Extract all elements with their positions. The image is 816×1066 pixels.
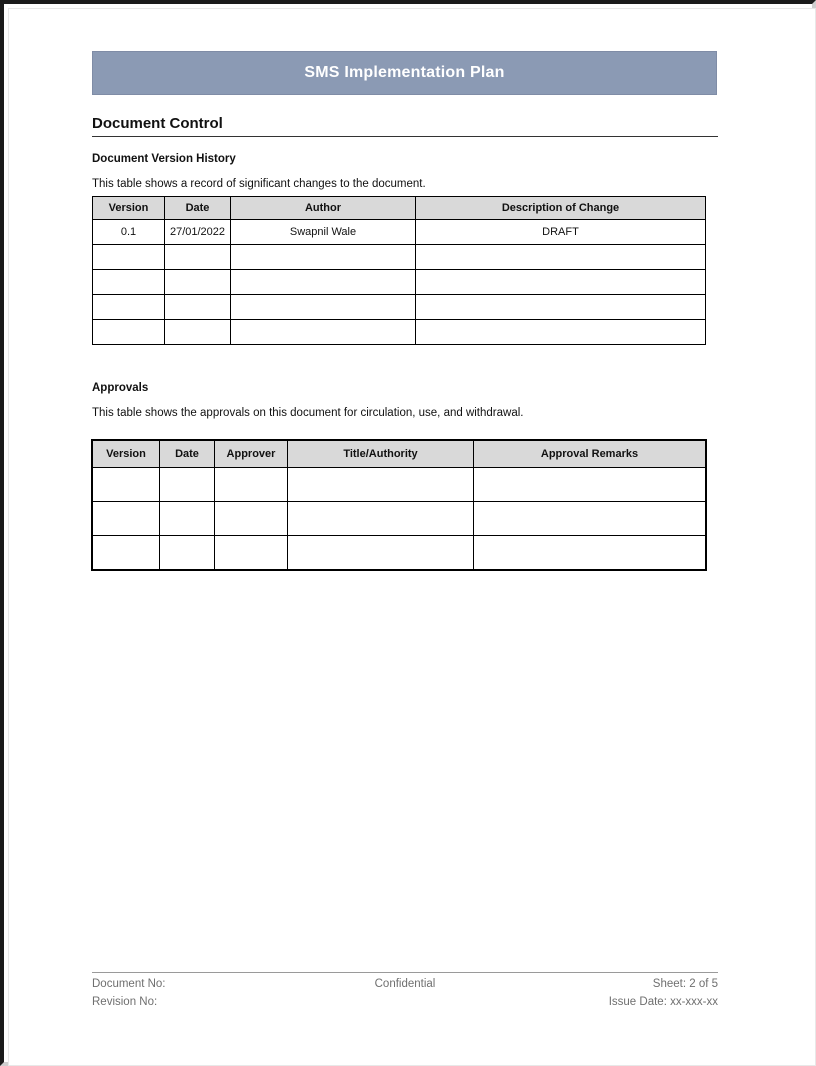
table-row bbox=[93, 320, 706, 345]
cell-remarks[interactable] bbox=[474, 468, 706, 502]
cell-author[interactable]: Swapnil Wale bbox=[231, 220, 416, 245]
cell-approver[interactable] bbox=[215, 468, 288, 502]
version-history-description: This table shows a record of significant changes to the document. bbox=[92, 178, 426, 190]
table-header-row bbox=[93, 197, 706, 220]
footer-confidential: Confidential bbox=[374, 978, 436, 990]
cell-approver[interactable] bbox=[215, 502, 288, 536]
cell-description[interactable] bbox=[416, 245, 706, 270]
cell-date[interactable]: 27/01/2022 bbox=[165, 220, 231, 245]
cell-author[interactable] bbox=[231, 270, 416, 295]
cell-author[interactable] bbox=[231, 245, 416, 270]
column-header-version: Version bbox=[93, 441, 160, 468]
cell-approver[interactable] bbox=[215, 536, 288, 570]
column-header-date: Date bbox=[165, 197, 231, 220]
cell-date[interactable] bbox=[165, 320, 231, 345]
table-row bbox=[93, 502, 706, 536]
cell-version[interactable] bbox=[93, 536, 160, 570]
table-row bbox=[93, 220, 706, 245]
table-row bbox=[93, 536, 706, 570]
column-header-date: Date bbox=[160, 441, 215, 468]
footer-row-top bbox=[92, 978, 718, 996]
cell-author[interactable] bbox=[231, 320, 416, 345]
cell-version[interactable] bbox=[93, 320, 165, 345]
cell-date[interactable] bbox=[160, 468, 215, 502]
cell-title[interactable] bbox=[288, 468, 474, 502]
footer-revision-no: Revision No: bbox=[92, 996, 158, 1008]
cell-title[interactable] bbox=[288, 536, 474, 570]
cell-date[interactable] bbox=[160, 536, 215, 570]
column-header-version: Version bbox=[93, 197, 165, 220]
cell-description[interactable] bbox=[416, 270, 706, 295]
cell-version[interactable] bbox=[93, 270, 165, 295]
cell-date[interactable] bbox=[165, 295, 231, 320]
column-header-approver: Approver bbox=[215, 441, 288, 468]
page-footer bbox=[92, 972, 718, 1014]
approvals-table bbox=[92, 440, 706, 570]
cell-date[interactable] bbox=[165, 245, 231, 270]
document-title: SMS Implementation Plan bbox=[304, 64, 505, 81]
column-header-title: Title/Authority bbox=[288, 441, 474, 468]
table-row bbox=[93, 295, 706, 320]
column-header-author: Author bbox=[231, 197, 416, 220]
cell-title[interactable] bbox=[288, 502, 474, 536]
table-header-row bbox=[93, 441, 706, 468]
cell-description[interactable] bbox=[416, 320, 706, 345]
cell-remarks[interactable] bbox=[474, 502, 706, 536]
table-row bbox=[93, 245, 706, 270]
cell-version[interactable] bbox=[93, 295, 165, 320]
cell-version[interactable] bbox=[93, 502, 160, 536]
version-history-subheading: Document Version History bbox=[92, 153, 236, 165]
footer-issue-date: Issue Date: xx-xxx-xx bbox=[608, 996, 718, 1008]
cell-date[interactable] bbox=[165, 270, 231, 295]
approvals-description: This table shows the approvals on this document for circulation, use, and withdrawal. bbox=[92, 407, 524, 419]
cell-version[interactable]: 0.1 bbox=[93, 220, 165, 245]
approvals-subheading: Approvals bbox=[92, 382, 149, 394]
page-title: Document Control bbox=[92, 115, 718, 137]
document-title-banner bbox=[92, 51, 717, 95]
cell-author[interactable] bbox=[231, 295, 416, 320]
version-history-table bbox=[92, 196, 706, 345]
footer-sheet-number: Sheet: 2 of 5 bbox=[652, 978, 718, 990]
cell-description[interactable]: DRAFT bbox=[416, 220, 706, 245]
cell-date[interactable] bbox=[160, 502, 215, 536]
footer-row-bottom bbox=[92, 996, 718, 1014]
column-header-remarks: Approval Remarks bbox=[474, 441, 706, 468]
footer-document-no: Document No: bbox=[92, 978, 166, 990]
column-header-description: Description of Change bbox=[416, 197, 706, 220]
table-row bbox=[93, 270, 706, 295]
table-row bbox=[93, 468, 706, 502]
cell-version[interactable] bbox=[93, 245, 165, 270]
cell-remarks[interactable] bbox=[474, 536, 706, 570]
cell-description[interactable] bbox=[416, 295, 706, 320]
cell-version[interactable] bbox=[93, 468, 160, 502]
